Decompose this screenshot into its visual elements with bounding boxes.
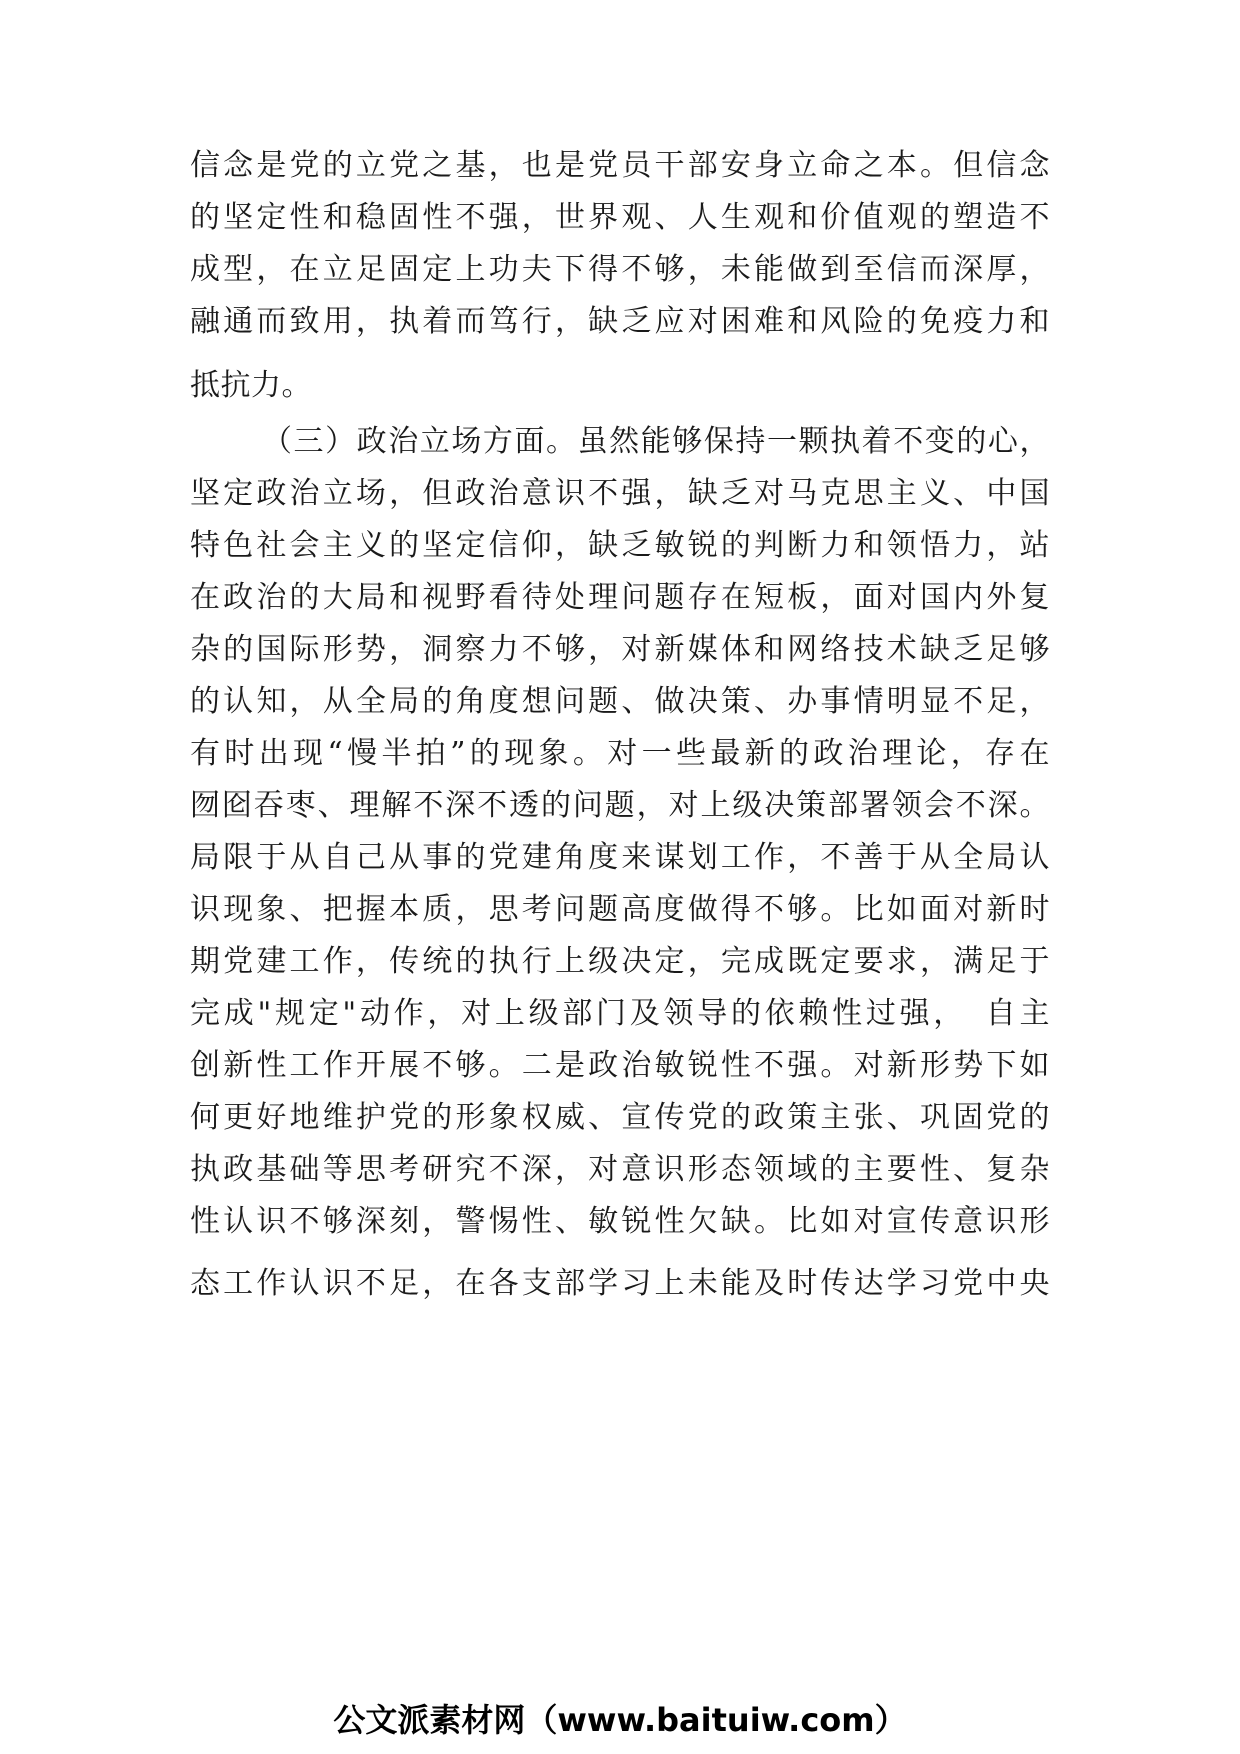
paragraph-line: 完成"规定"动作，对上级部门及领导的依赖性过强， 自主 — [190, 996, 1050, 1031]
paragraph-line: 信念是党的立党之基，也是党员干部安身立命之本。但信念 — [190, 148, 1050, 183]
paragraph-line: 杂的国际形势，洞察力不够，对新媒体和网络技术缺乏足够 — [190, 632, 1050, 667]
paragraph-line: 执政基础等思考研究不深，对意识形态领域的主要性、复杂 — [190, 1152, 1050, 1187]
footer-watermark: 公文派素材网（www.baituiw.com） — [333, 1701, 907, 1739]
paragraph-line: 识现象、把握本质，思考问题高度做得不够。比如面对新时 — [190, 892, 1050, 927]
paragraph-line: 特色社会主义的坚定信仰，缺乏敏锐的判断力和领悟力，站 — [190, 528, 1050, 563]
paragraph-line: 态工作认识不足，在各支部学习上未能及时传达学习党中央 — [190, 1266, 1050, 1301]
paragraph-line: 局限于从自己从事的党建角度来谋划工作，不善于从全局认 — [190, 840, 1050, 875]
paragraph-line: 有时出现“慢半拍”的现象。对一些最新的政治理论，存在 — [190, 736, 1050, 771]
paragraph-line: （三）政治立场方面。虽然能够保持一颗执着不变的心， — [262, 424, 1050, 459]
paragraph-line: 囫囵吞枣、理解不深不透的问题，对上级决策部署领会不深。 — [190, 788, 1050, 823]
paragraph-line: 的认知，从全局的角度想问题、做决策、办事情明显不足， — [190, 684, 1050, 719]
paragraph-line: 坚定政治立场，但政治意识不强，缺乏对马克思主义、中国 — [190, 476, 1050, 511]
paragraph-line: 抵抗力。 — [190, 368, 312, 403]
paragraph-line: 何更好地维护党的形象权威、宣传党的政策主张、巩固党的 — [190, 1100, 1050, 1135]
paragraph-line: 期党建工作，传统的执行上级决定，完成既定要求，满足于 — [190, 944, 1050, 979]
paragraph-line: 性认识不够深刻，警惕性、敏锐性欠缺。比如对宣传意识形 — [190, 1204, 1050, 1239]
paragraph-line: 在政治的大局和视野看待处理问题存在短板，面对国内外复 — [190, 580, 1050, 615]
paragraph-line: 创新性工作开展不够。二是政治敏锐性不强。对新形势下如 — [190, 1048, 1050, 1083]
paragraph-line: 的坚定性和稳固性不强，世界观、人生观和价值观的塑造不 — [190, 200, 1050, 235]
paragraph-line: 成型，在立足固定上功夫下得不够，未能做到至信而深厚， — [190, 252, 1050, 287]
paragraph-line: 融通而致用，执着而笃行，缺乏应对困难和风险的免疫力和 — [190, 304, 1050, 339]
